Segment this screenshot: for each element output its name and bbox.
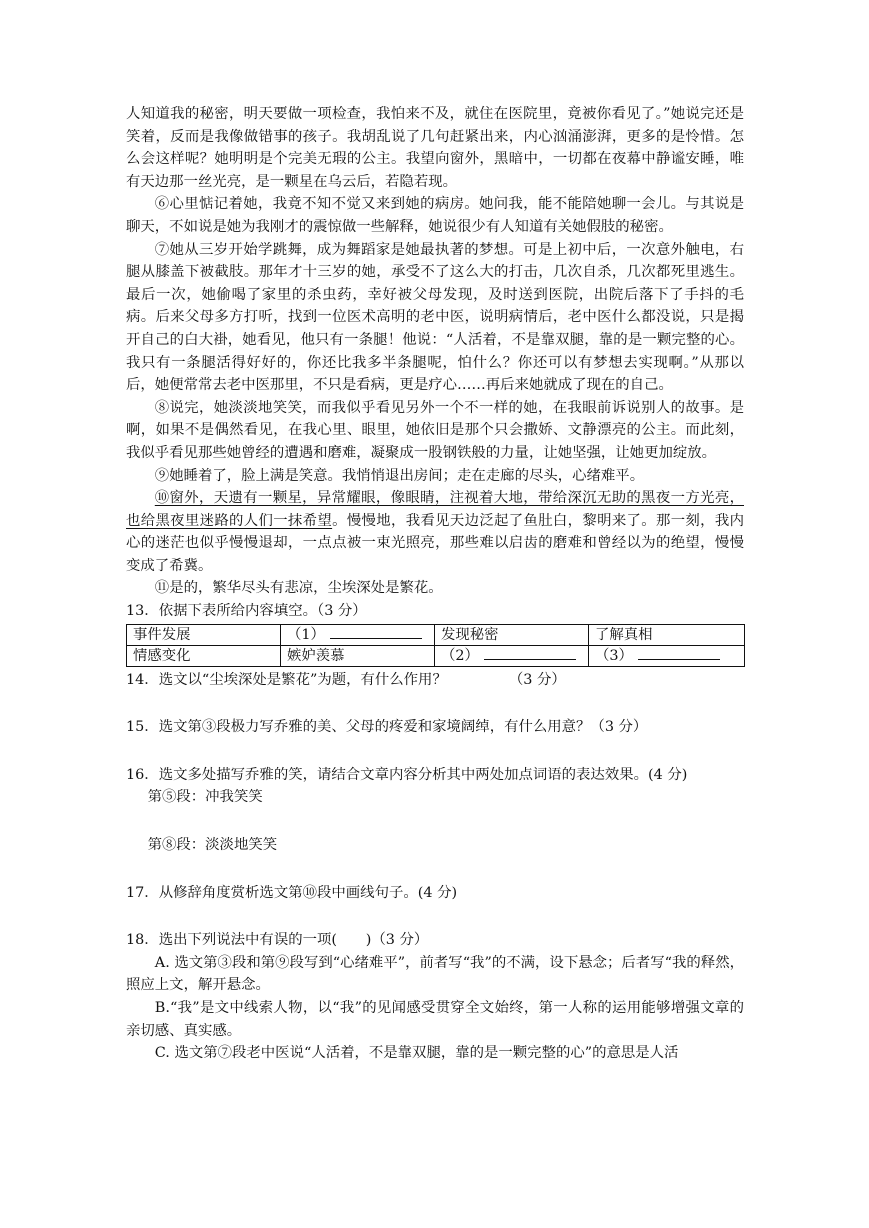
table-cell[interactable] bbox=[435, 645, 589, 666]
answer-blank-3[interactable] bbox=[638, 647, 720, 660]
table-row bbox=[127, 645, 745, 666]
question-16-part-2: 第⑧段：淡淡地笑笑 bbox=[147, 837, 278, 854]
question-13-table bbox=[126, 624, 745, 667]
table-cell: 嫉妒羡慕 bbox=[281, 645, 435, 666]
blank-label-2: （2） bbox=[441, 647, 479, 664]
blank-label-1: （1） bbox=[287, 626, 325, 643]
question-16: 16．选文多处描写乔雅的笑，请结合文章内容分析其中两处加点词语的表达效果。(4 分) bbox=[126, 766, 688, 783]
question-16-part-1: 第⑤段：冲我笑笑 bbox=[147, 789, 263, 806]
paragraph-6: ⑥心里惦记着她，我竟不知不觉又来到她的病房。她问我，能不能陪她聊一会儿。与其说是聊天，不如说是她为我刚才的震惊做一些解释，她说很少有人知道有关她假肢的秘密。 bbox=[126, 196, 744, 235]
table-cell: 了解真相 bbox=[589, 624, 745, 645]
question-14-text: 14．选文以“尘埃深处是繁花”为题，有什么作用？ bbox=[126, 671, 447, 688]
table-cell[interactable] bbox=[589, 645, 745, 666]
paragraph-10 bbox=[126, 487, 744, 577]
paragraph-11: ⑪是的，繁华尽头有悲凉，尘埃深处是繁花。 bbox=[154, 580, 443, 597]
table-cell: 发现秘密 bbox=[435, 624, 589, 645]
paragraph-7: ⑦她从三岁开始学跳舞，成为舞蹈家是她最执著的梦想。可是上初中后，一次意外触电，右腿从膝盖下被截肢。那年才十三岁的她，承受不了这么大的打击，几次自杀，几次都死里逃生。最后一次，她偷喝了家里的杀虫药，幸好被父母发现，及时送到医院，出院后落下了手抖的毛病。后来父母多方打听，找到一位医术高明的老中医，说明病情后，老中医什么都没说，只是揭开自己的白大褂，她看见，他只有一条腿！他说：“人活着，不是靠双腿，靠的是一颗完整的心。我只有一条腿活得好好的，你还比我多半条腿呢，怕什么？你还可以有梦想去实现啊。”从那以后，她便常常去老中医那里，不只是看病，更是疗心……再后来她就成了现在的自己。 bbox=[126, 241, 744, 394]
question-14 bbox=[126, 669, 744, 692]
question-18: 18．选出下列说法中有误的一项( )（3 分） bbox=[126, 932, 429, 949]
answer-blank-1[interactable] bbox=[330, 626, 422, 639]
option-c[interactable]: C. 选文第⑦段老中医说“人活着，不是靠双腿，靠的是一颗完整的心”的意思是人活 bbox=[154, 1045, 679, 1062]
question-15: 15．选文第③段极力写乔雅的美、父母的疼爱和家境阔绰，有什么用意？（3 分） bbox=[126, 719, 648, 736]
answer-blank-2[interactable] bbox=[484, 647, 576, 660]
table-cell: 事件发展 bbox=[127, 624, 281, 645]
question-13: 13．依据下表所给内容填空。（3 分） bbox=[126, 603, 367, 620]
option-a[interactable]: A. 选文第③段和第⑨段写到“心绪难平”，前者写“我”的不满，设下悬念；后者写“我的释然，照应上文，解开悬念。 bbox=[126, 954, 744, 994]
paragraph-8: ⑧说完，她淡淡地笑笑，而我似乎看见另外一个不一样的她，在我眼前诉说别人的故事。是啊，如果不是偶然看见，在我心里、眼里，她依旧是那个只会撒娇、文静漂亮的公主。而此刻，我似乎看见那些她曾经的遭遇和磨难，凝聚成一股钢铁般的力量，让她坚强，让她更加绽放。 bbox=[126, 399, 744, 461]
paragraph-9: ⑨她睡着了，脸上满是笑意。我悄悄退出房间；走在走廊的尽头，心绪难平。 bbox=[154, 467, 645, 484]
paragraph-10-rest: 。慢慢地，我看见天边泛起了鱼肚白，黎明来了。那一刻，我内心的迷茫也似乎慢慢退却，一点点被一束光照亮，那些难以启齿的磨难和曾经以为的绝望，慢慢变成了希冀。 bbox=[126, 512, 744, 574]
reading-content bbox=[126, 103, 744, 1065]
option-b[interactable]: B.“我”是文中线索人物，以“我”的见闻感受贯穿全文始终，第一人称的运用能够增强文章的亲切感、真实感。 bbox=[126, 1000, 744, 1039]
table-cell[interactable] bbox=[281, 624, 435, 645]
question-14-score: （3 分） bbox=[508, 671, 566, 688]
underlined-sentence: ⑩窗外，天遗有一颗星，异常耀眼，像眼睛，注视着大地，带给深沉无助的黑夜一方光亮，也给黑夜里迷路的人们一抹希望 bbox=[126, 490, 744, 529]
question-17: 17．从修辞角度赏析选文第⑩段中画线句子。(4 分) bbox=[126, 884, 458, 901]
blank-label-3: （3） bbox=[595, 647, 633, 664]
paragraph-5-tail: 人知道我的秘密，明天要做一项检查，我怕来不及，就住在医院里，竟被你看见了。”她说完还是笑着，反而是我像做错事的孩子。我胡乱说了几句赶紧出来，内心汹涌澎湃，更多的是怜惜。怎么会这样呢？她明明是个完美无瑕的公主。我望向窗外，黑暗中，一切都在夜幕中静谧安睡，唯有天边那一丝光亮，是一颗星在乌云后，若隐若现。 bbox=[126, 106, 744, 190]
table-cell: 情感变化 bbox=[127, 645, 281, 666]
table-row bbox=[127, 624, 745, 645]
